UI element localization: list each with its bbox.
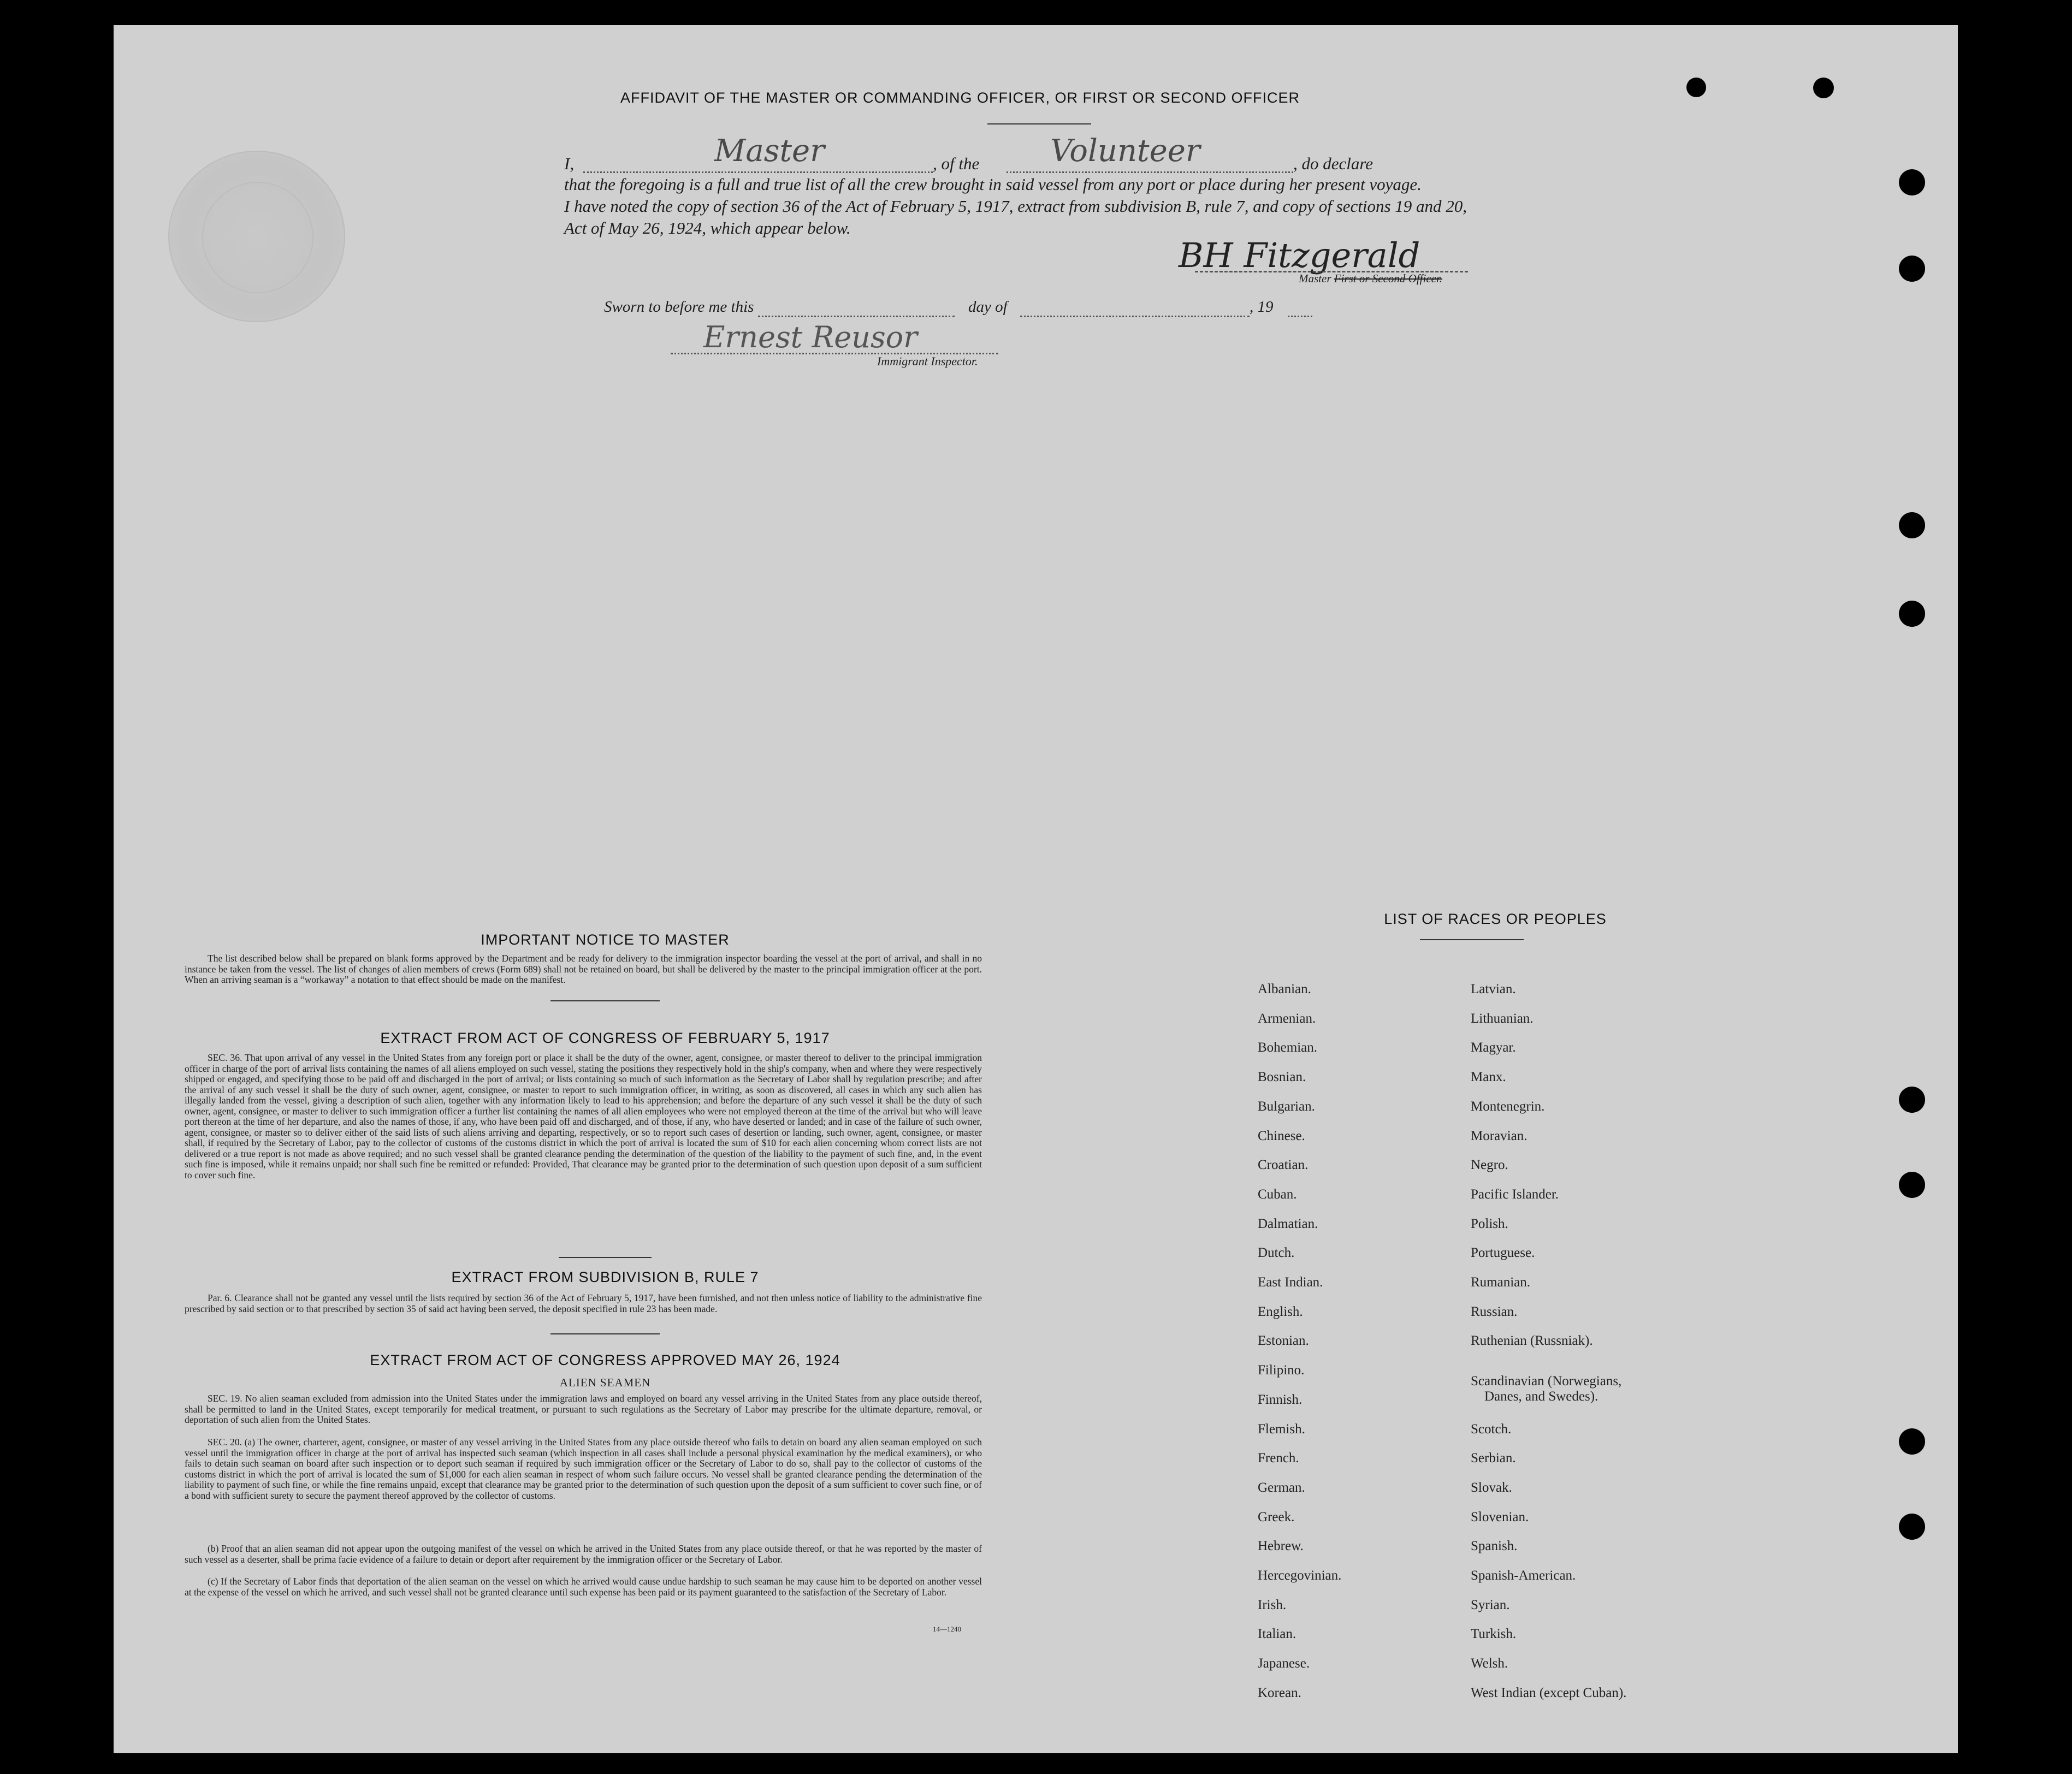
race-item: Armenian. [1258,1011,1316,1026]
race-item: Rumanian. [1471,1275,1531,1290]
race-item: Moravian. [1471,1128,1528,1143]
rule7-title: EXTRACT FROM SUBDIVISION B, RULE 7 [451,1269,759,1285]
race-item: Bosnian. [1258,1070,1306,1085]
embossed-seal [168,151,345,322]
signer-caption [1299,272,1442,286]
races-title: LIST OF RACES OR PEOPLES [1384,911,1607,927]
race-item: Spanish. [1471,1539,1518,1554]
race-item: Finnish. [1258,1392,1303,1407]
race-item: Chinese. [1258,1128,1305,1143]
notice-text: The list described below shall be prepared on blank forms approved by the Department and be ready for delivery to the immigration inspector boarding the vessel at the port of arrival, and shall in no instance be taken from the vessel. The list of changes of alien members of crews (Form 689) shall not be retained on board, but shall be delivered by the master to the principal immigration officer at the port. When an arriving seaman is a “workaway” a notation to that effect should be made on the manifest. [185,953,982,985]
inspector-signature: Ernest Reusor [703,320,917,354]
rule7-rule [550,1333,660,1334]
punch-hole [1899,169,1925,195]
race-item: Estonian. [1258,1333,1309,1349]
sec-20c: (c) If the Secretary of Labor finds that deportation of the alien seaman on the vessel on which he arrived would cause undue hardship to such seaman he may cause him to be deported on another vessel at the expense of the vessel on which he arrived, and such vessel shall not be granted clearance until such expense has been paid or its payment guaranteed to the satisfaction of the Secretary of Labor. [185,1576,982,1598]
do-declare-label: , do declare [1293,154,1374,173]
race-item: Manx. [1471,1070,1506,1085]
extract-1917-rule [559,1257,652,1258]
punch-hole [1899,1428,1925,1455]
race-item: Turkish. [1471,1627,1517,1642]
race-item: Slovenian. [1471,1509,1529,1524]
race-item: Bulgarian. [1258,1099,1315,1114]
form-number: 14—1240 [933,1625,961,1633]
punch-hole [1899,256,1925,282]
vessel-blank [1007,171,1293,173]
punch-hole [1686,78,1706,97]
of-the-label: , of the [933,154,980,173]
sworn-day-blank [758,316,955,317]
race-item: East Indian. [1258,1275,1323,1290]
vessel-value-handwritten: Volunteer [1050,133,1200,169]
race-item: Latvian. [1471,982,1516,996]
race-item: Albanian. [1258,982,1311,996]
title-rule [987,123,1091,124]
affidavit-line-4: Act of May 26, 1924, which appear below. [564,218,851,238]
race-item: Irish. [1258,1597,1287,1612]
document-page [114,25,1958,1753]
punch-hole [1813,78,1834,98]
i-label: I, [564,154,575,173]
notice-rule [550,1000,660,1001]
race-item: Cuban. [1258,1186,1297,1202]
signer-caption-struck: First or Second Officer. [1334,272,1443,285]
race-item: Pacific Islander. [1471,1186,1559,1202]
race-item: Bohemian. [1258,1040,1318,1055]
sworn-label: Sworn to before me this [604,298,754,316]
affidavit-title: AFFIDAVIT OF THE MASTER OR COMMANDING OFFICER, OR FIRST OR SECOND OFFICER [620,90,1300,106]
race-item: Danes, and Swedes). [1484,1389,1599,1404]
race-item: Scandinavian (Norwegians, [1471,1374,1622,1389]
affidavit-line-3: I have noted the copy of section 36 of the Act of February 5, 1917, extract from subdivision B, rule 7, and copy of sections 19 and 20, [564,197,1467,216]
race-item: Japanese. [1258,1656,1310,1671]
race-item: Flemish. [1258,1421,1305,1437]
punch-hole [1899,601,1925,627]
race-item: Serbian. [1471,1451,1516,1466]
race-item: Slovak. [1471,1480,1512,1495]
extract-1917-sec36: SEC. 36. That upon arrival of any vessel in the United States from any foreign port or place it shall be the duty of the owner, agent, consignee, or master thereof to deliver to the principal immigration officer in charge of the port of arrival lists containing the names of all aliens employed on such vessel, stating the positions they respectively hold in the ship's company, when and where they were respectively shipped or engaged, and specifying those to be paid off and discharged in the port of arrival; or lists containing so much of such information as the Secretary of Labor shall by regulation prescribe; and after the arrival of any such vessel it shall be the duty of such owner, agent, consignee, or master to report to such immigration officer, in writing, as soon as discovered, all cases in which any such alien has illegally landed from the vessel, giving a description of such alien, together with any information likely to lead to his apprehension; and before the departure of any such vessel it shall be the duty of such owner, agent, consignee, or master to deliver to such immigration officer a further list containing the names of all alien employees who were not employed thereon at the time of the arrival but who will leave port thereon at the time of her departure, and also the names of those, if any, who have been paid off and discharged, and of those, if any, who have deserted or landed; and in case of the failure of such owner, agent, consignee, or master so to deliver either of the said lists of such aliens arriving and departing, respectively, or so to report such cases of desertion or landing, such owner, agent, consignee, or master shall, if required by the Secretary of Labor, pay to the collector of customs of the customs district in which the port of arrival is located the sum of $10 for each alien concerning whom correct lists are not delivered or a true report is not made as above required; and no such vessel shall be granted clearance pending the determination of the question of the liability to the payment of such fine, and, in the event such fine is imposed, while it remains unpaid; nor shall such fine be remitted or refunded: Provided, That clearance may be granted prior to the determination of such question upon deposit of a sum sufficient to cover such fine. [185,1052,982,1180]
punch-hole [1899,1514,1925,1540]
signer-caption-master: Master [1299,272,1331,285]
punch-hole [1899,1172,1925,1198]
sec-20b: (b) Proof that an alien seaman did not appear upon the outgoing manifest of the vessel on which he arrived in the United States from any place outside thereof, or that he was reported by the master of such vessel as a deserter, shall be prima facie evidence of a failure to detain or deport after requirement by the immigration officer or the Secretary of Labor. [185,1543,982,1565]
races-rule [1420,939,1524,940]
race-item: Korean. [1258,1685,1301,1700]
race-item: Hercegovinian. [1258,1568,1342,1583]
race-item: Lithuanian. [1471,1011,1534,1026]
race-item: Montenegrin. [1471,1099,1545,1114]
race-item: Magyar. [1471,1040,1516,1055]
year-label: , 19 [1250,298,1274,316]
inspector-caption: Immigrant Inspector. [877,354,978,368]
sworn-month-blank [1020,316,1250,317]
punch-hole [1899,1087,1925,1113]
sec-20a: SEC. 20. (a) The owner, charterer, agent, consignee, or master of any vessel arriving in the United States from any place outside thereof who fails to detain on board any alien seaman employed on such vessel until the immigration officer in charge at the port of arrival has inspected such seaman (which inspection in all cases shall include a personal physical examination by the medical examiners), or who fails to detain such seaman on board after such inspection or to deport such seaman if required by such immigration officer or the Secretary of Labor to do so, shall pay to the collector of customs of the customs district in which the port of arrival is located the sum of $1,000 for each alien seaman in respect of whom such failure occurs. No vessel shall be granted clearance pending the determination of the liability to payment of such fine, or while the fine remains unpaid, except that clearance may be granted prior to the determination of such question upon the deposit of a sum sufficient to cover such fine, or of a bond with sufficient surety to secure the payment thereof approved by the collector of customs. [185,1437,982,1501]
race-item: Welsh. [1471,1656,1508,1671]
race-item: Negro. [1471,1158,1508,1173]
extract-1924-title: EXTRACT FROM ACT OF CONGRESS APPROVED MAY 26, 1924 [370,1352,840,1368]
race-item: Filipino. [1258,1363,1305,1378]
race-item: Portuguese. [1471,1245,1535,1261]
race-item: Syrian. [1471,1597,1510,1612]
rule7-par6: Par. 6. Clearance shall not be granted any vessel until the lists required by section 36 of the Act of February 5, 1917, have been furnished, and not then unless notice of liability to the administrative fine prescribed by said section or to that prescribed by section 35 of said act having been served, the deposit specified in rule 23 has been made. [185,1292,982,1314]
race-item: Italian. [1258,1627,1297,1642]
race-item: Scotch. [1471,1421,1512,1437]
sec-19: SEC. 19. No alien seaman excluded from admission into the United States under the immigration laws and employed on board any vessel arriving in the United States from any place outside thereof, shall be permitted to land in the United States, except temporarily for medical treatment, or pursuant to such regulations as the Secretary of Labor may prescribe for the ultimate departure, removal, or deportation of such alien from the United States. [185,1393,982,1425]
notice-title: IMPORTANT NOTICE TO MASTER [481,932,730,948]
race-item: Russian. [1471,1304,1518,1319]
race-item: Dutch. [1258,1245,1295,1261]
race-item: Dalmatian. [1258,1216,1318,1231]
master-signature: BH Fitzgerald [1179,235,1420,275]
race-item: West Indian (except Cuban). [1471,1685,1627,1700]
race-item: English. [1258,1304,1303,1319]
race-item: French. [1258,1451,1299,1466]
affidavit-line-2: that the foregoing is a full and true list of all the crew brought in said vessel from any port or place during her present voyage. [564,175,1422,194]
race-item: Polish. [1471,1216,1508,1231]
race-item: Greek. [1258,1509,1295,1524]
i-value-handwritten: Master [714,133,825,169]
day-of-label: day of [968,298,1008,316]
race-item: Spanish-American. [1471,1568,1576,1583]
extract-1917-title: EXTRACT FROM ACT OF CONGRESS OF FEBRUARY 5, 1917 [380,1030,830,1046]
punch-hole [1899,512,1925,538]
race-item: Croatian. [1258,1158,1309,1173]
race-item: German. [1258,1480,1305,1495]
sworn-year-blank [1288,316,1312,317]
race-item: Hebrew. [1258,1539,1304,1554]
alien-seamen-subtitle: ALIEN SEAMEN [559,1376,651,1389]
i-blank [583,171,933,173]
race-item: Ruthenian (Russniak). [1471,1333,1593,1349]
